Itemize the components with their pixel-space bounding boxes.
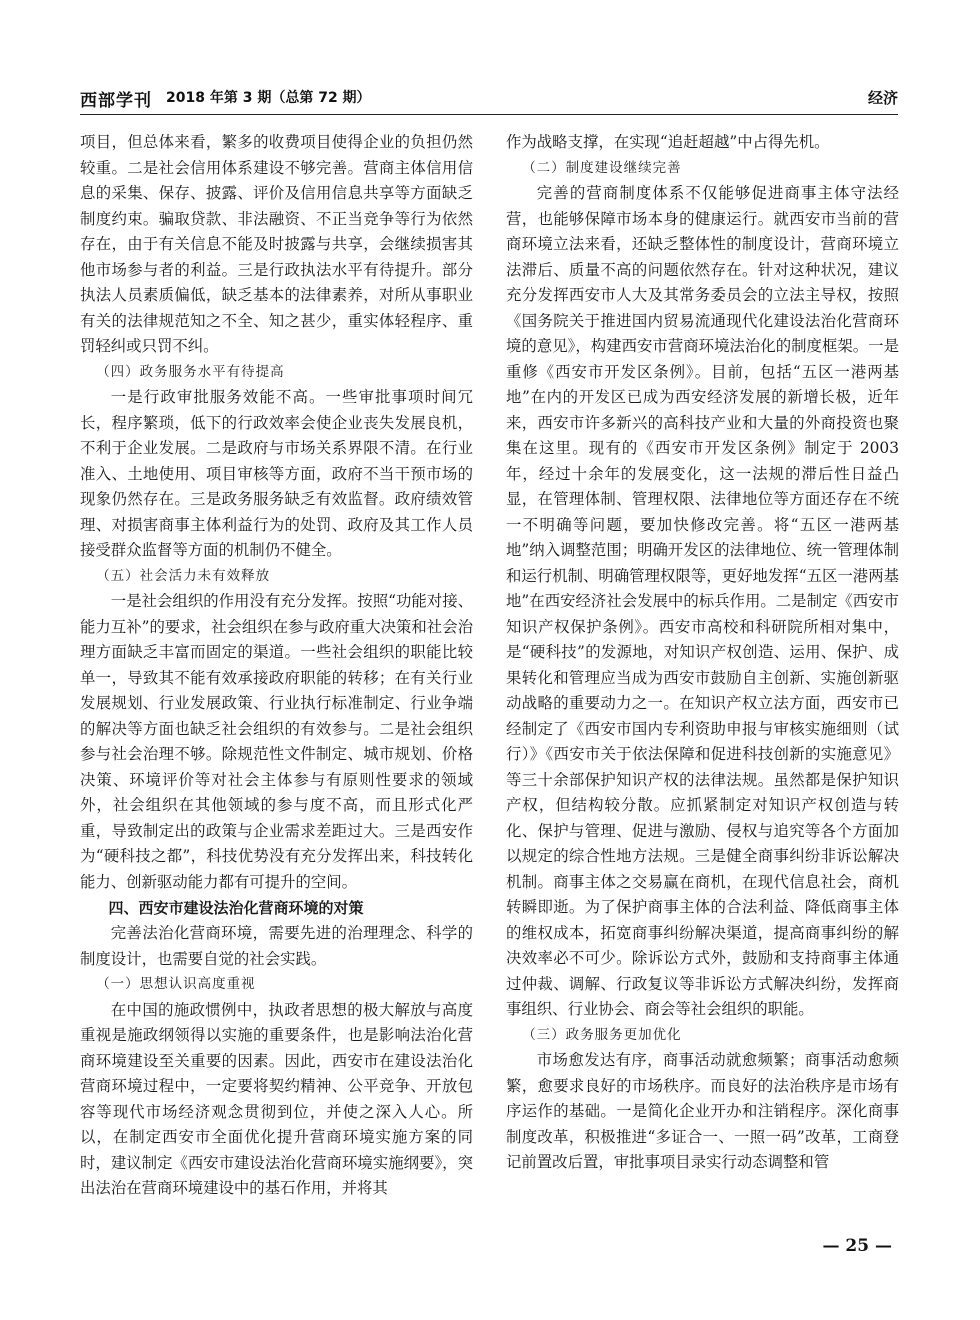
paragraph: 一是社会组织的作用没有充分发挥。按照“功能对接、能力互补”的要求，社会组织在参与政府重大决策和社会治理方面缺乏丰富而固定的渠道。一些社会组织的职能比较单一，导致其不能有效承接政府职能的转移；在有关行业发展规划、行业发展政策、行业执行标准制定、行业争端的解决等方面也缺乏社会组织的有效参与。二是社会组织参与社会治理不够。除规范性文件制定、城市规划、价格决策、环境评价等对社会主体参与有原则性要求的领域外，社会组织在其他领域的参与度不高，而且形式化严重，导致制定出的政策与企业需求差距过大。三是西安作为“硬科技之都”，科技优势没有充分发挥出来，科技转化能力、创新驱动能力都有可提升的空间。 — [80, 592, 473, 891]
section-label: 经济 — [867, 89, 898, 107]
page-header — [80, 86, 898, 112]
page-number: — 25 — — [822, 1236, 892, 1256]
paragraph: 完善的营商制度体系不仅能够促进商事主体守法经营，也能够保障市场本身的健康运行。就西安市当前的营商环境立法来看，还缺乏整体性的制度设计，营商环境立法滞后、质量不高的问题依然存在。针对这种状况，建议充分发挥西安市人大及其常务委员会的立法主导权，按照《国务院关于推进国内贸易流通现代化建设法治化营商环境的意见》，构建西安市营商环境法治化的制度框架。一是重修《西安市开发区条例》。目前，包括“五区一港两基地”在内的开发区已成为西安经济发展的新增长极，近年来，西安市许多新兴的高科技产业和大量的外商投资也聚集在这里。现有的《西安市开发区条例》制定于 2003 年，经过十余年的发展变化，这一法规的滞后性日益凸显，在管理体制、管理权限、法律地位等方面还存在不统一不明确等问题，要加快修改完善。将“五区一港两基地”纳入调整范围；明确开发区的法律地位、统一管理体制和运行机制、明确管理权限等，更好地发挥“五区一港两基地”在西安经济社会发展中的标兵作用。二是制定《西安市知识产权保护条例》。西安市高校和科研院所相对集中，是“硬科技”的发源地，对知识产权创造、运用、保护、成果转化和管理应当成为西安市鼓励自主创新、实施创新驱动战略的重要动力之一。在知识产权立法方面，西安市已经制定了《西安市国内专利资助申报与审核实施细则（试行）》《西安市关于依法保障和促进科技创新的实施意见》等三十余部保护知识产权的法律法规。虽然都是保护知识产权，但结构较分散。应抓紧制定对知识产权创造与转化、保护与管理、促进与激励、侵权与追究等各个方面加以规定的综合性地方法规。三是健全商事纠纷非诉讼解决机制。商事主体之交易赢在商机，在现代信息社会，商机转瞬即逝。为了保护商事主体的合法利益、降低商事主体的维权成本，拓宽商事纠纷解决渠道，提高商事纠纷的解决效率必不可少。除诉讼方式外，鼓励和支持商事主体通过仲裁、调解、行政复议等非诉讼方式解决纠纷，发挥商事组织、行业协会、商会等社会组织的职能。 — [506, 184, 899, 1018]
paragraph: 一是行政审批服务效能不高。一些审批事项时间冗长，程序繁琐，低下的行政效率会使企业丧失发展良机，不利于企业发展。二是政府与市场关系界限不清。在行业准入、土地使用、项目审核等方面，政府不当干预市场的现象仍然存在。三是政务服务缺乏有效监督。政府绩效管理、对损害商事主体利益行为的处罚、政府及其工作人员接受群众监督等方面的机制仍不健全。 — [80, 388, 473, 559]
paragraph: 作为战略支撑，在实现“追赶超越”中占得先机。 — [506, 133, 830, 151]
left-column — [80, 130, 473, 1202]
subsection-heading: （五）社会活力未有效释放 — [96, 567, 271, 584]
subsection-heading: （三）政务服务更加优化 — [522, 1026, 682, 1043]
subsection-heading: （二）制度建设继续完善 — [522, 159, 682, 176]
journal-logo: 西部学刊 — [80, 91, 152, 111]
subsection-heading: （四）政务服务水平有待提高 — [96, 363, 285, 380]
paragraph: 项目，但总体来看，繁多的收费项目使得企业的负担仍然较重。二是社会信用体系建设不够完善。营商主体信用信息的采集、保存、披露、评价及信用信息共享等方面缺乏制度约束。骗取贷款、非法融资、不正当竞争等行为依然存在，由于有关信息不能及时披露与共享，会继续损害其他市场参与者的利益。三是行政执法水平有待提升。部分执法人员素质偏低，缺乏基本的法律素养，对所从事职业有关的法律规范知之不全、知之甚少，重实体轻程序、重罚轻纠或只罚不纠。 — [80, 133, 473, 355]
paragraph: 在中国的施政惯例中，执政者思想的极大解放与高度重视是施政纲领得以实施的重要条件，也是影响法治化营商环境建设至关重要的因素。因此，西安市在建设法治化营商环境过程中，一定要将契约精神、公平竞争、开放包容等现代市场经济观念贯彻到位，并使之深入人心。所以，在制定西安市全面优化提升营商环境实施方案的同时，建议制定《西安市建设法治化营商环境实施纲要》，突出法治在营商环境建设中的基石作用，并将其 — [80, 1000, 473, 1197]
paragraph: 完善法治化营商环境，需要先进的治理理念、科学的制度设计，也需要自觉的社会实践。 — [80, 924, 473, 968]
paragraph: 市场愈发达有序，商事活动就愈频繁；商事活动愈频繁，愈要求良好的市场秩序。而良好的法治秩序是市场有序运作的基础。一是简化企业开办和注销程序。深化商事制度改革，积极推进“多证合一、一照一码”改革，工商登记前置改后置，审批事项目录实行动态调整和管 — [506, 1051, 899, 1171]
section-heading: 四、西安市建设法治化营商环境的对策 — [108, 899, 364, 917]
right-column — [506, 130, 899, 1176]
subsection-heading: （一）思想认识高度重视 — [96, 976, 256, 992]
header-rule — [80, 114, 898, 115]
issue-info: 2018 年第 3 期（总第 72 期） — [166, 90, 371, 106]
